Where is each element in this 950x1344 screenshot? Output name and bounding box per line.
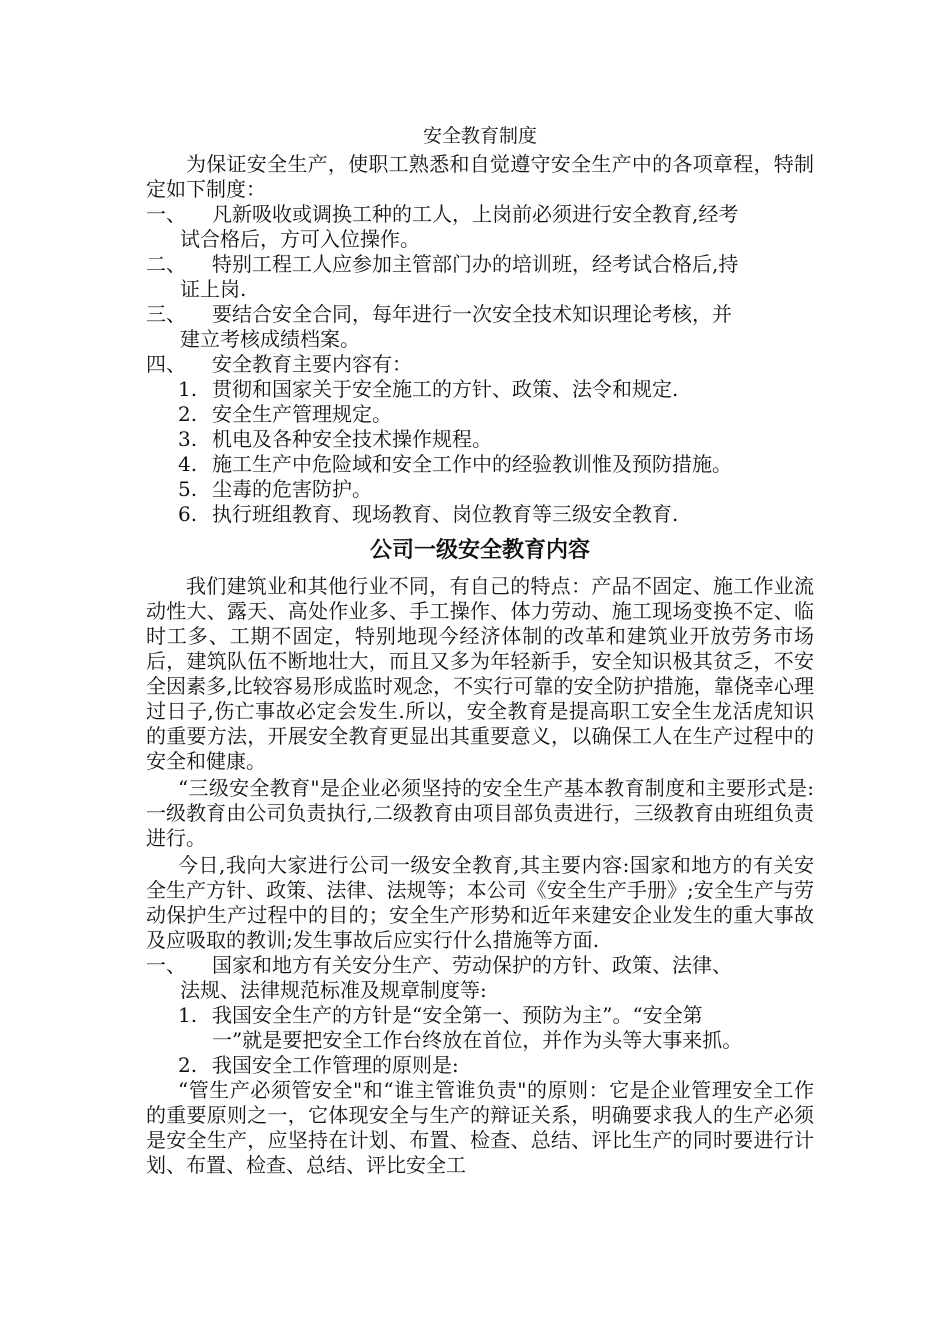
point-number: 1.: [178, 1003, 198, 1027]
rule-number: 一、: [146, 202, 186, 226]
rule-text: 要结合安全合同，每年进行一次安全技术知识理论考核，并: [212, 302, 732, 326]
content-text: 尘毒的危害防护。: [212, 477, 372, 501]
section-text-continued: 法规、法律规范标准及规章制度等:: [180, 978, 487, 1002]
content-number: 2.: [178, 402, 198, 426]
rule-item-1: [146, 202, 814, 252]
point-item-1: [178, 1003, 814, 1053]
section-item-1: [146, 953, 814, 1003]
content-number: 5.: [178, 477, 198, 501]
rule-text: 凡新吸收或调换工种的工人，上岗前必须进行安全教育,经考: [212, 202, 739, 226]
rules-list: [146, 202, 814, 377]
point-text: 我国安全生产的方针是“安全第一、预防为主”。“安全第: [212, 1003, 703, 1027]
rule-number: 二、: [146, 252, 186, 276]
rule-text: 特别工程工人应参加主管部门办的培训班，经考试合格后,持: [212, 252, 739, 276]
rule-number: 三、: [146, 302, 186, 326]
section-text: 国家和地方有关安分生产、劳动保护的方针、政策、法律、: [212, 953, 732, 977]
section-heading: 公司一级安全教育内容: [369, 538, 590, 563]
point-item-2: [178, 1053, 814, 1078]
content-text: 机电及各种安全技术操作规程。: [212, 427, 492, 451]
rule-item-2: [146, 252, 814, 302]
point-text-continued: 一”就是要把安全工作台终放在首位，并作为头等大事来抓。: [212, 1028, 743, 1052]
content-item: [178, 427, 814, 452]
body-paragraph-2: “三级安全教育"是企业必须坚持的安全生产基本教育制度和主要形式是:一级教育由公司负责执行,二级教育由项目部负责进行，三级教育由班组负责进行。: [146, 776, 814, 850]
document-title: 安全教育制度: [422, 125, 537, 147]
content-item: [178, 402, 814, 427]
rule-text: 安全教育主要内容有：: [212, 352, 412, 376]
rule-item-3: [146, 302, 814, 352]
content-number: 3.: [178, 427, 198, 451]
content-item: [178, 502, 814, 527]
rule-text-continued: 试合格后，方可入位操作。: [180, 227, 420, 251]
body-paragraph-1: 我们建筑业和其他行业不同，有自己的特点：产品不固定、施工作业流动性大、露天、高处作业多、手工操作、体力劳动、施工现场变换不定、临时工多、工期不固定，特别地现今经济体制的改革和建筑业开放劳务市场后，建筑队伍不断地壮大，而且又多为年轻新手，安全知识极其贫乏，不安全因素多,比较容易形成监时观念，不实行可靠的安全防护措施，靠侥幸心理过日子,伤亡事故必定会发生.所以，安全教育是提高职工安全生龙活虎知识的重要方法，开展安全教育更显出其重要意义，以确保工人在生产过程中的安全和健康。: [146, 574, 814, 773]
rule-text-continued: 建立考核成绩档案。: [180, 327, 360, 351]
content-number: 4.: [178, 452, 198, 476]
content-number: 6.: [178, 502, 198, 526]
rule-number: 四、: [146, 352, 186, 376]
body-paragraph-3: 今日,我向大家进行公司一级安全教育,其主要内容:国家和地方的有关安全生产方针、政策、法律、法规等；本公司《安全生产手册》;安全生产与劳动保护生产过程中的目的；安全生产形势和近年来建安企业发生的重大事故及应吸取的教训;发生事故后应实行什么措施等方面.: [146, 853, 814, 952]
content-text: 安全生产管理规定。: [212, 402, 392, 426]
point-text: 我国安全工作管理的原则是:: [212, 1053, 459, 1077]
intro-paragraph: 为保证安全生产，使职工熟悉和自觉遵守安全生产中的各项章程，特制定如下制度：: [146, 152, 814, 201]
content-text: 执行班组教育、现场教育、岗位教育等三级安全教育.: [212, 502, 679, 526]
content-item: [178, 377, 814, 402]
point-number: 2.: [178, 1053, 198, 1077]
section-number: 一、: [146, 953, 186, 977]
content-text: 施工生产中危险域和安全工作中的经验教训惟及预防措施。: [212, 452, 732, 476]
content-item: [178, 452, 814, 477]
body-paragraph-4: “管生产必须管安全"和“谁主管谁负责"的原则：它是企业管理安全工作的重要原则之一，它体现安全与生产的辩证关系，明确要求我人的生产必须是安全生产，应坚持在计划、布置、检查、总结、评比生产的同时要进行计划、布置、检查、总结、评比安全工: [146, 1078, 814, 1177]
rule-text-continued: 证上岗.: [180, 277, 247, 301]
content-item: [178, 477, 814, 502]
content-list: [146, 377, 814, 527]
content-text: 贯彻和国家关于安全施工的方针、政策、法令和规定.: [212, 377, 679, 401]
content-number: 1.: [178, 377, 198, 401]
rule-item-4: [146, 352, 814, 377]
